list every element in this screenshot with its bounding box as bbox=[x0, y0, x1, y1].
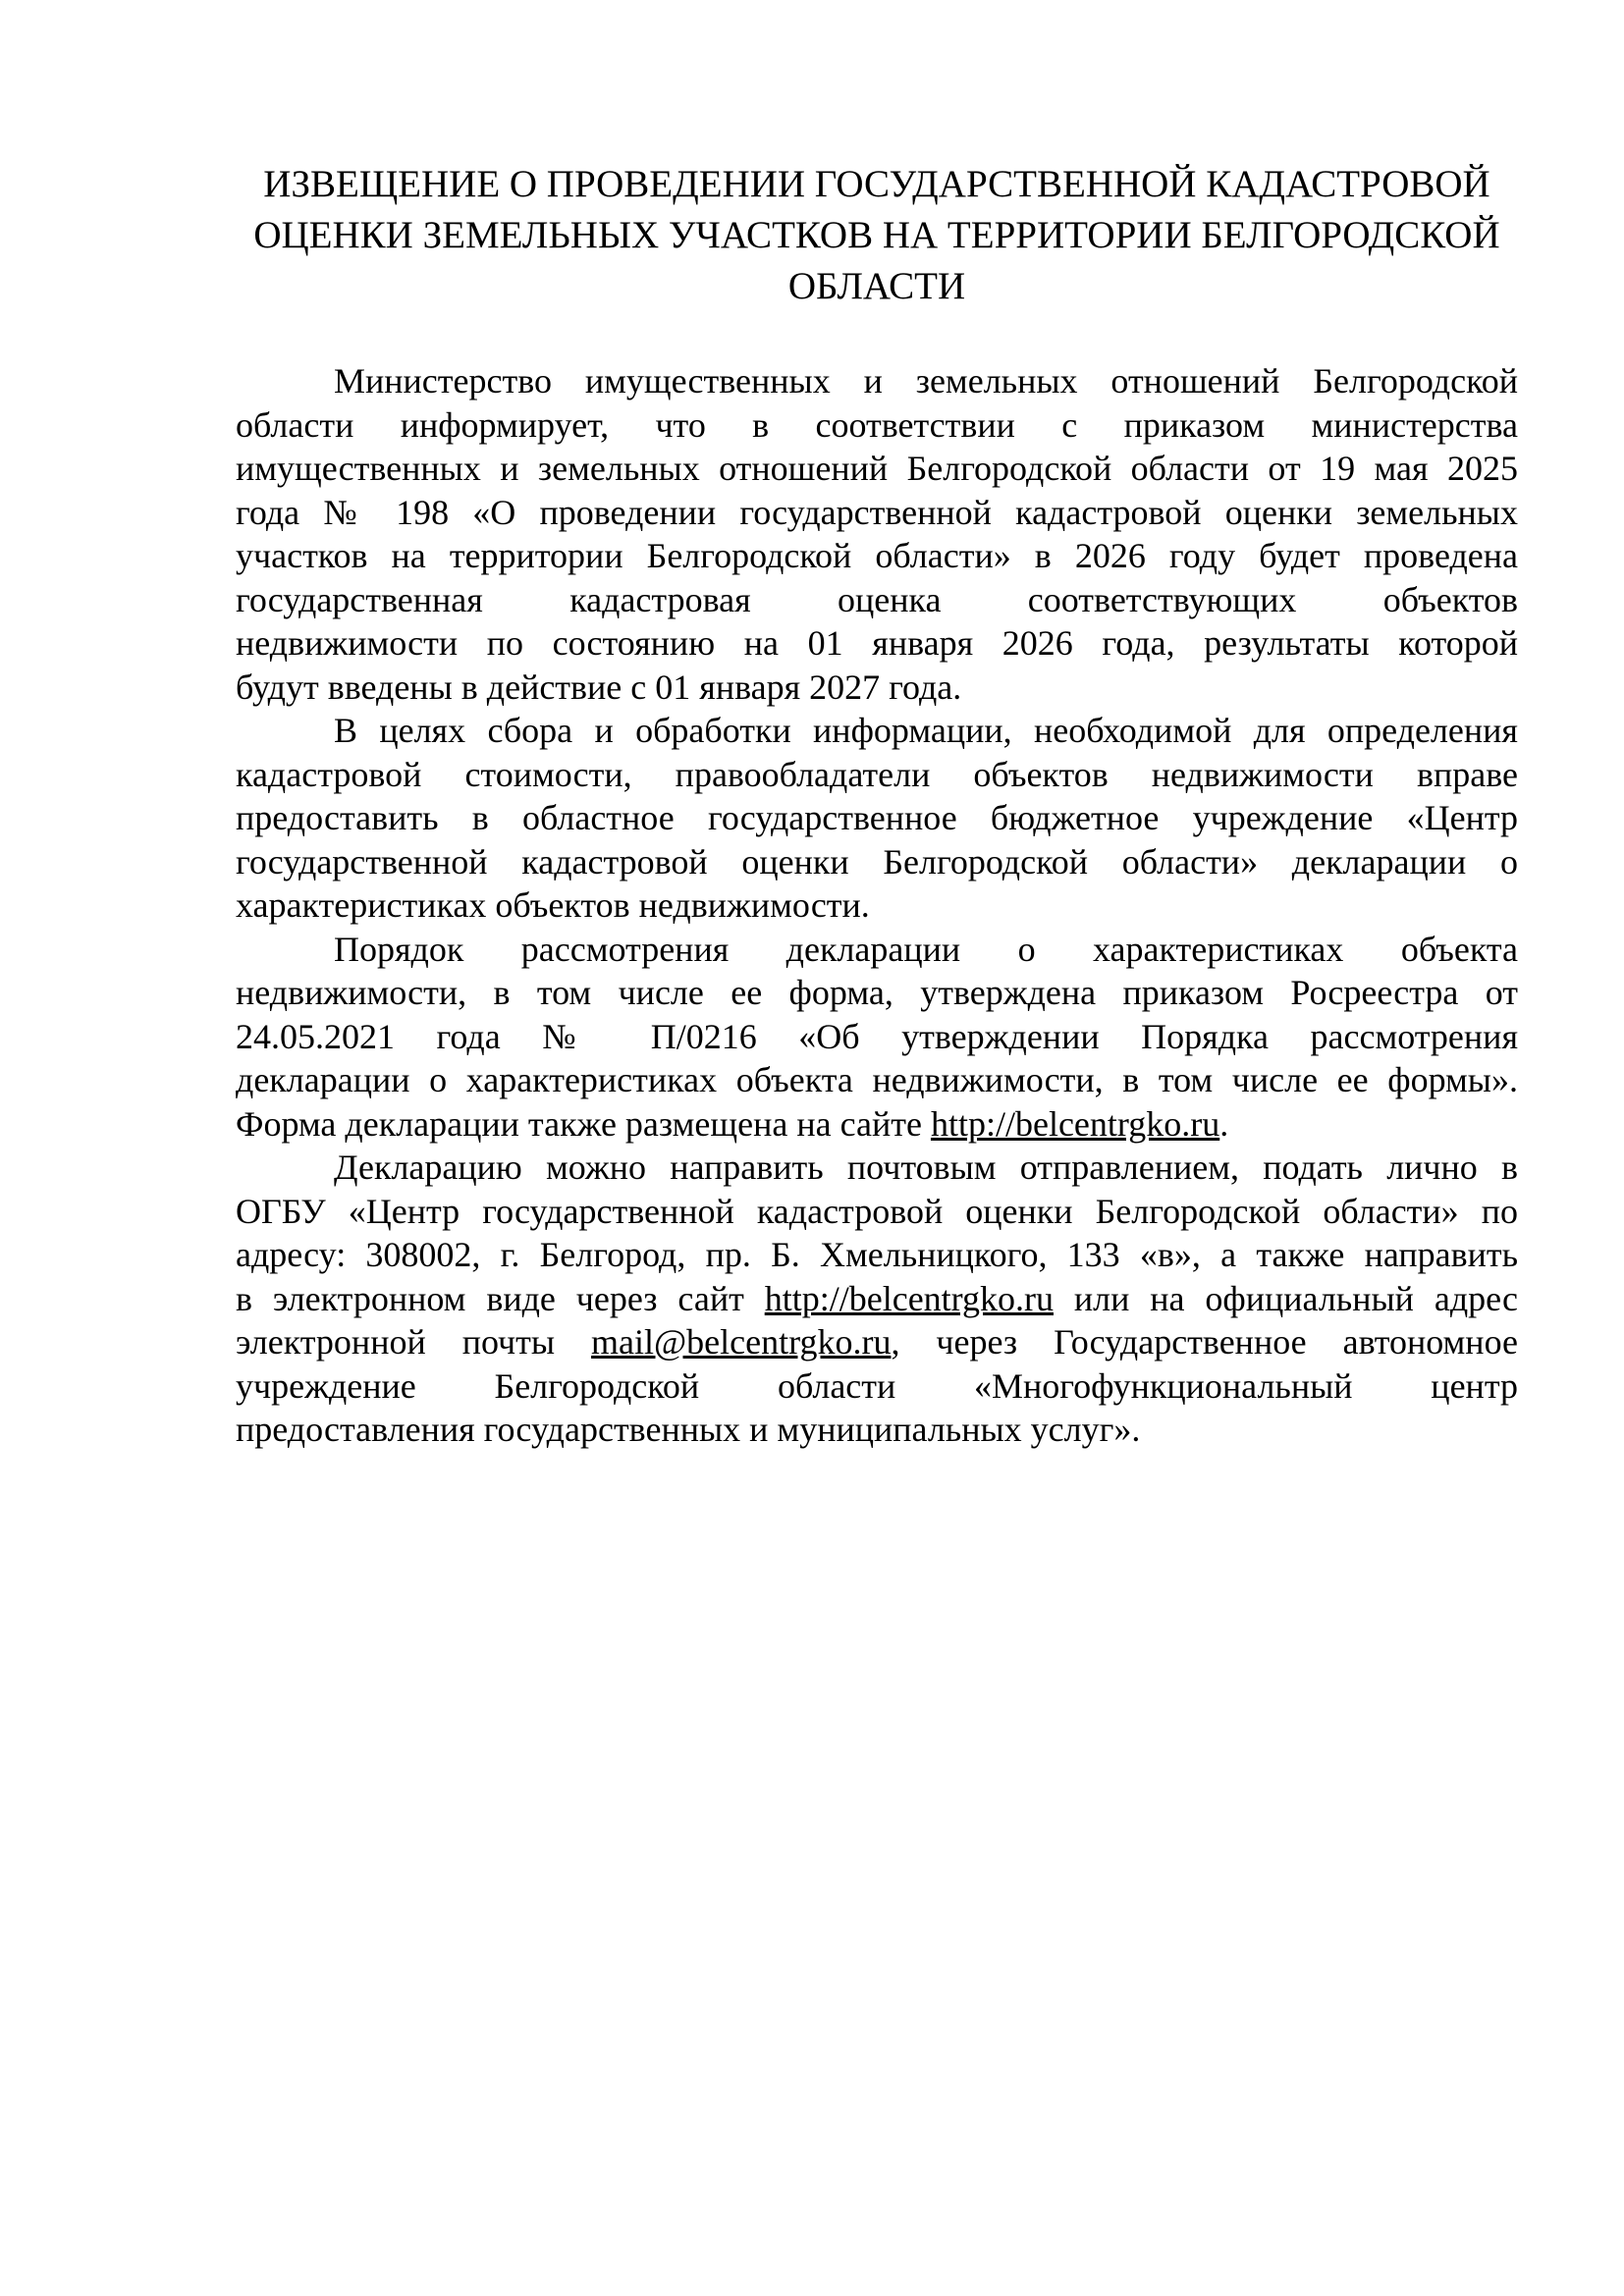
text-line: 24.05.2021 года № П/0216 «Об утверждении Порядка рассмотрения bbox=[236, 1016, 1518, 1056]
text-line: государственной кадастровой оценки Белгородской области» декларации о bbox=[236, 841, 1518, 881]
document-body bbox=[236, 359, 1518, 1452]
text-line: государственная кадастровая оценка соответствующих объектов bbox=[236, 579, 1518, 619]
paragraph-ministry-notice bbox=[236, 359, 1518, 709]
text-line: характеристиках объектов недвижимости. bbox=[236, 885, 870, 925]
text-line: адресу: 308002, г. Белгород, пр. Б. Хмельницкого, 133 «в», а также направить bbox=[236, 1235, 1518, 1274]
text-line bbox=[236, 1102, 1518, 1147]
text-fragment: или на официальный адрес bbox=[1054, 1278, 1518, 1318]
title-line: ОЦЕНКИ ЗЕМЕЛЬНЫХ УЧАСТКОВ НА ТЕРРИТОРИИ БЕЛГОРОДСКОЙ bbox=[253, 214, 1500, 256]
paragraph-declarations-purpose bbox=[236, 709, 1518, 928]
text-fragment: . bbox=[1219, 1103, 1229, 1144]
text-line: имущественных и земельных отношений Белгородской области от 19 мая 2025 bbox=[236, 449, 1518, 488]
text-line: ОГБУ «Центр государственной кадастровой оценки Белгородской области» по bbox=[236, 1191, 1518, 1231]
text-line: кадастровой стоимости, правообладатели объектов недвижимости вправе bbox=[236, 754, 1518, 794]
text-line: Порядок рассмотрения декларации о характеристиках объекта bbox=[334, 929, 1518, 969]
text-line: Декларацию можно направить почтовым отправлением, подать лично в bbox=[334, 1148, 1518, 1187]
email-link[interactable]: mail@belcentrgko.ru bbox=[591, 1322, 892, 1362]
text-line bbox=[236, 1320, 1518, 1364]
text-line: недвижимости, в том числе ее форма, утверждена приказом Росреестра от bbox=[236, 973, 1518, 1012]
text-line: декларации о характеристиках объекта недвижимости, в том числе ее формы». bbox=[236, 1060, 1518, 1099]
website-link[interactable]: http://belcentrgko.ru bbox=[930, 1103, 1220, 1144]
text-line: недвижимости по состоянию на 01 января 2026 года, результаты которой bbox=[236, 623, 1518, 663]
text-fragment: в электронном виде через сайт bbox=[236, 1278, 765, 1318]
text-fragment: , через Государственное автономное bbox=[891, 1322, 1518, 1362]
title-line: ОБЛАСТИ bbox=[787, 265, 966, 307]
text-line: года № 198 «О проведении государственной кадастровой оценки земельных bbox=[236, 492, 1518, 532]
text-line: области информирует, что в соответствии с приказом министерства bbox=[236, 404, 1518, 445]
text-line: предоставить в областное государственное бюджетное учреждение «Центр bbox=[236, 798, 1518, 837]
website-link[interactable]: http://belcentrgko.ru bbox=[764, 1278, 1054, 1318]
text-line: учреждение Белгородской области «Многофункциональный центр bbox=[236, 1365, 1518, 1406]
text-fragment: электронной почты bbox=[236, 1322, 592, 1362]
paragraph-declaration-procedure bbox=[236, 928, 1518, 1147]
text-fragment: Форма декларации также размещена на сайте bbox=[236, 1103, 931, 1144]
paragraph-submission-methods bbox=[236, 1146, 1518, 1452]
text-line: предоставления государственных и муниципальных услуг». bbox=[236, 1410, 1141, 1449]
text-line: будут введены в действие с 01 января 2027 года. bbox=[236, 667, 962, 707]
title-line: ИЗВЕЩЕНИЕ О ПРОВЕДЕНИИ ГОСУДАРСТВЕННОЙ КАДАСТРОВОЙ bbox=[263, 163, 1490, 205]
text-line bbox=[236, 1277, 1518, 1321]
text-line: участков на территории Белгородской области» в 2026 году будет проведена bbox=[236, 536, 1518, 575]
document-title bbox=[236, 159, 1518, 312]
text-line: В целях сбора и обработки информации, необходимой для определения bbox=[334, 711, 1518, 750]
text-line: Министерство имущественных и земельных отношений Белгородской bbox=[334, 361, 1518, 400]
